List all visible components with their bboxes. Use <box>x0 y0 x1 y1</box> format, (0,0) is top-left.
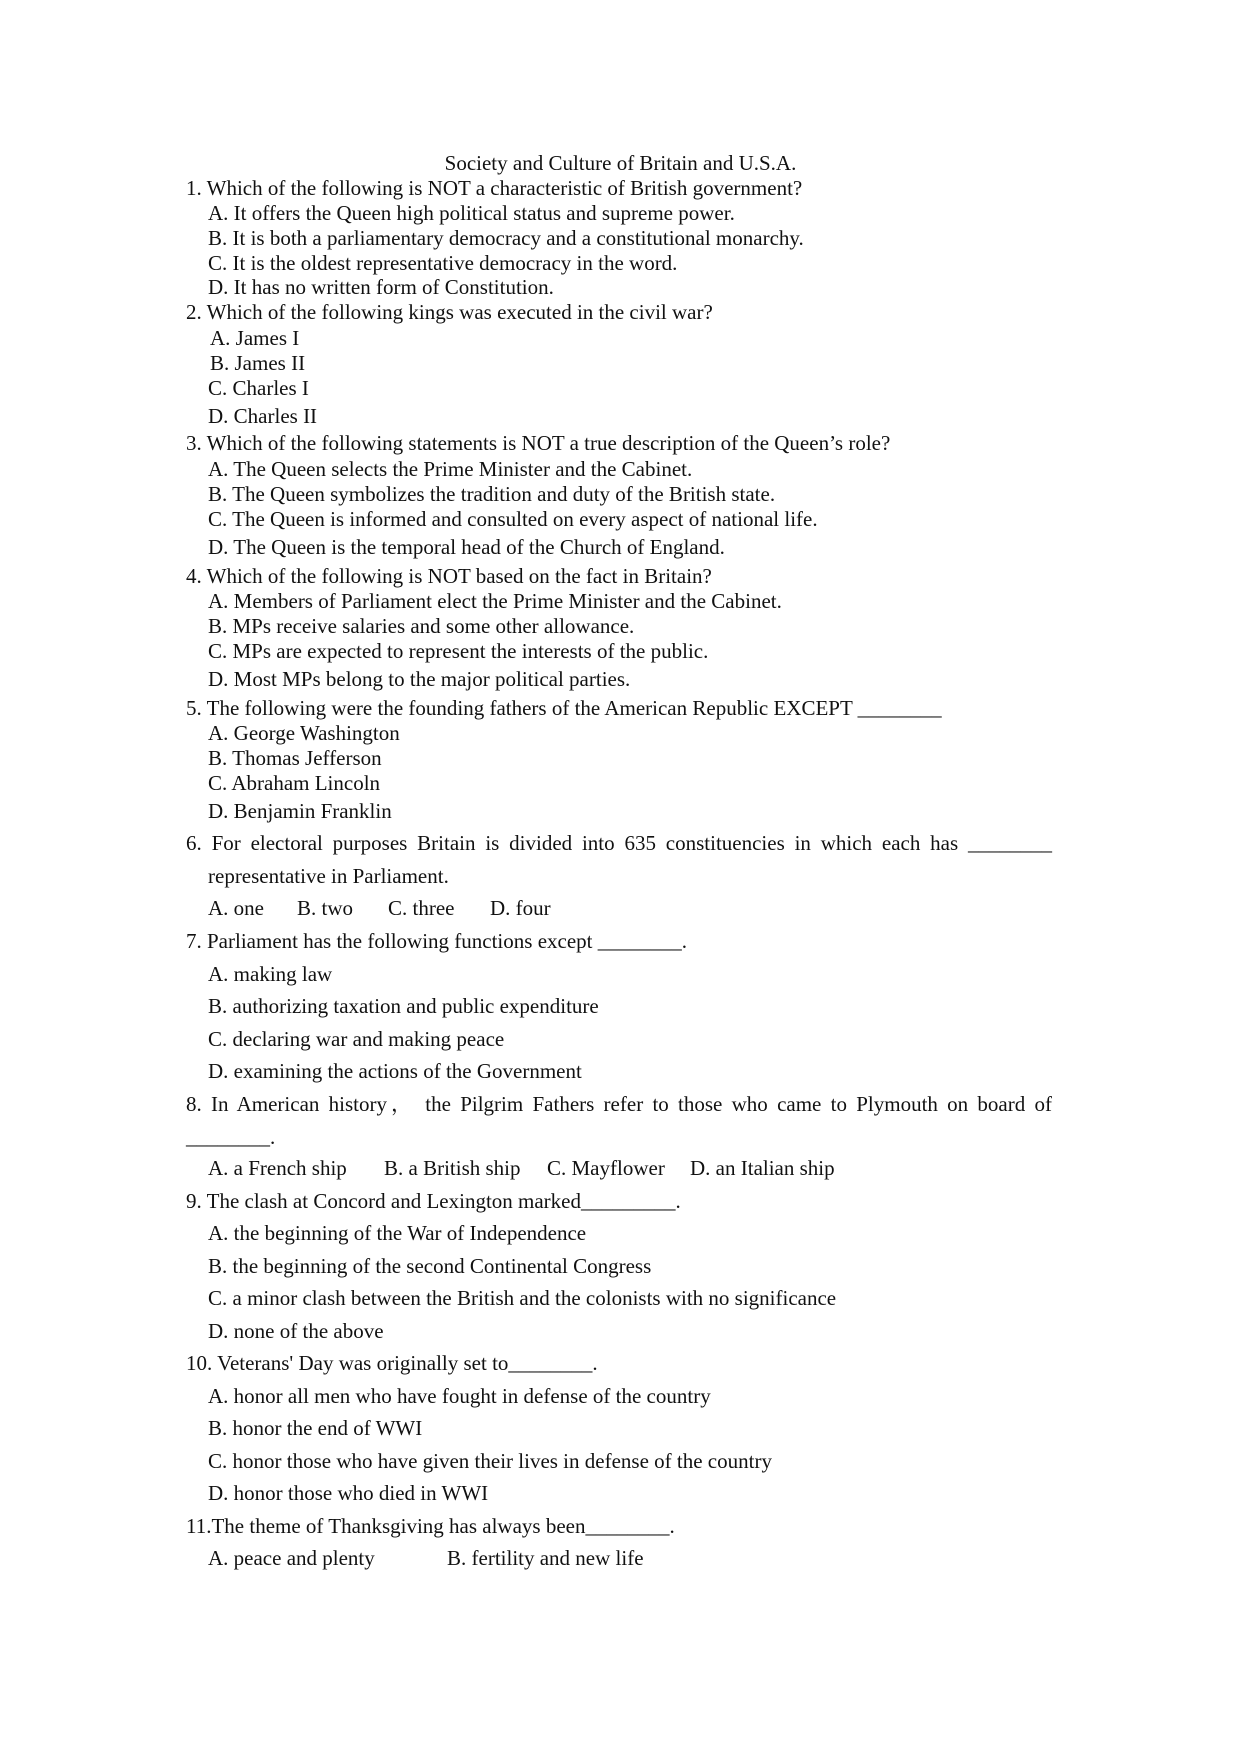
question-6-stem-continued: representative in Parliament. <box>208 864 449 888</box>
question-6-option-c: C. three <box>388 896 455 920</box>
question-1-option-d: D. It has no written form of Constitution. <box>208 275 554 299</box>
question-5-stem: 5. The following were the founding fathers of the American Republic EXCEPT ________ <box>186 696 942 720</box>
question-11-option-b: B. fertility and new life <box>447 1546 644 1570</box>
question-4-option-c: C. MPs are expected to represent the interests of the public. <box>208 639 709 663</box>
question-6-option-d: D. four <box>490 896 551 920</box>
question-4-option-b: B. MPs receive salaries and some other allowance. <box>208 614 635 638</box>
question-6-stem: 6. For electoral purposes Britain is divided into 635 constituencies in which each has ________ <box>186 831 1052 855</box>
question-5-option-b: B. Thomas Jefferson <box>208 746 382 770</box>
question-11-option-a: A. peace and plenty <box>208 1546 375 1570</box>
question-9-option-b: B. the beginning of the second Continental Congress <box>208 1254 652 1278</box>
question-1-option-b: B. It is both a parliamentary democracy and a constitutional monarchy. <box>208 226 804 250</box>
question-4-option-d: D. Most MPs belong to the major political parties. <box>208 667 631 691</box>
question-2-option-a: A. James I <box>210 326 300 350</box>
question-5-option-c: C. Abraham Lincoln <box>208 771 381 795</box>
question-7-option-a: A. making law <box>208 962 333 986</box>
question-8-stem: 8. In American history， the Pilgrim Fathers refer to those who came to Plymouth on board of <box>186 1092 1052 1116</box>
question-8-option-c: C. Mayflower <box>547 1156 665 1180</box>
question-1-option-a: A. It offers the Queen high political status and supreme power. <box>208 201 735 225</box>
question-7-option-d: D. examining the actions of the Government <box>208 1059 582 1083</box>
question-10-option-c: C. honor those who have given their lives in defense of the country <box>208 1449 772 1473</box>
question-3-stem: 3. Which of the following statements is NOT a true description of the Queen’s role? <box>186 431 891 455</box>
question-1-option-c: C. It is the oldest representative democracy in the word. <box>208 251 678 275</box>
question-7-option-b: B. authorizing taxation and public expenditure <box>208 994 599 1018</box>
question-10-option-a: A. honor all men who have fought in defense of the country <box>208 1384 711 1408</box>
question-4-option-a: A. Members of Parliament elect the Prime Minister and the Cabinet. <box>208 589 782 613</box>
question-2-option-d: D. Charles II <box>208 404 318 428</box>
question-5-option-d: D. Benjamin Franklin <box>208 799 392 823</box>
question-7-stem: 7. Parliament has the following functions except ________. <box>186 929 687 953</box>
question-8-stem-continued: ________. <box>186 1125 276 1149</box>
question-9-option-c: C. a minor clash between the British and the colonists with no significance <box>208 1286 837 1310</box>
question-10-option-d: D. honor those who died in WWI <box>208 1481 489 1505</box>
question-4-stem: 4. Which of the following is NOT based on the fact in Britain? <box>186 564 712 588</box>
question-8-option-d: D. an Italian ship <box>690 1156 835 1180</box>
question-8-option-b: B. a British ship <box>384 1156 521 1180</box>
question-3-option-b: B. The Queen symbolizes the tradition and duty of the British state. <box>208 482 776 506</box>
question-8-option-a: A. a French ship <box>208 1156 347 1180</box>
question-11-stem: 11.The theme of Thanksgiving has always been________. <box>186 1514 675 1538</box>
question-9-stem: 9. The clash at Concord and Lexington marked_________. <box>186 1189 681 1213</box>
question-1-stem: 1. Which of the following is NOT a characteristic of British government? <box>186 176 803 200</box>
document-title: Society and Culture of Britain and U.S.A. <box>444 151 797 175</box>
question-6-option-a: A. one <box>208 896 264 920</box>
question-9-option-d: D. none of the above <box>208 1319 384 1343</box>
question-10-stem: 10. Veterans' Day was originally set to________. <box>186 1351 598 1375</box>
question-2-stem: 2. Which of the following kings was executed in the civil war? <box>186 300 713 324</box>
question-3-option-c: C. The Queen is informed and consulted on every aspect of national life. <box>208 507 818 531</box>
question-2-option-b: B. James II <box>210 351 306 375</box>
question-7-option-c: C. declaring war and making peace <box>208 1027 505 1051</box>
question-3-option-a: A. The Queen selects the Prime Minister and the Cabinet. <box>208 457 693 481</box>
question-6-option-b: B. two <box>297 896 354 920</box>
question-5-option-a: A. George Washington <box>208 721 400 745</box>
question-9-option-a: A. the beginning of the War of Independence <box>208 1221 587 1245</box>
question-3-option-d: D. The Queen is the temporal head of the Church of England. <box>208 535 725 559</box>
question-2-option-c: C. Charles I <box>208 376 309 400</box>
question-10-option-b: B. honor the end of WWI <box>208 1416 423 1440</box>
